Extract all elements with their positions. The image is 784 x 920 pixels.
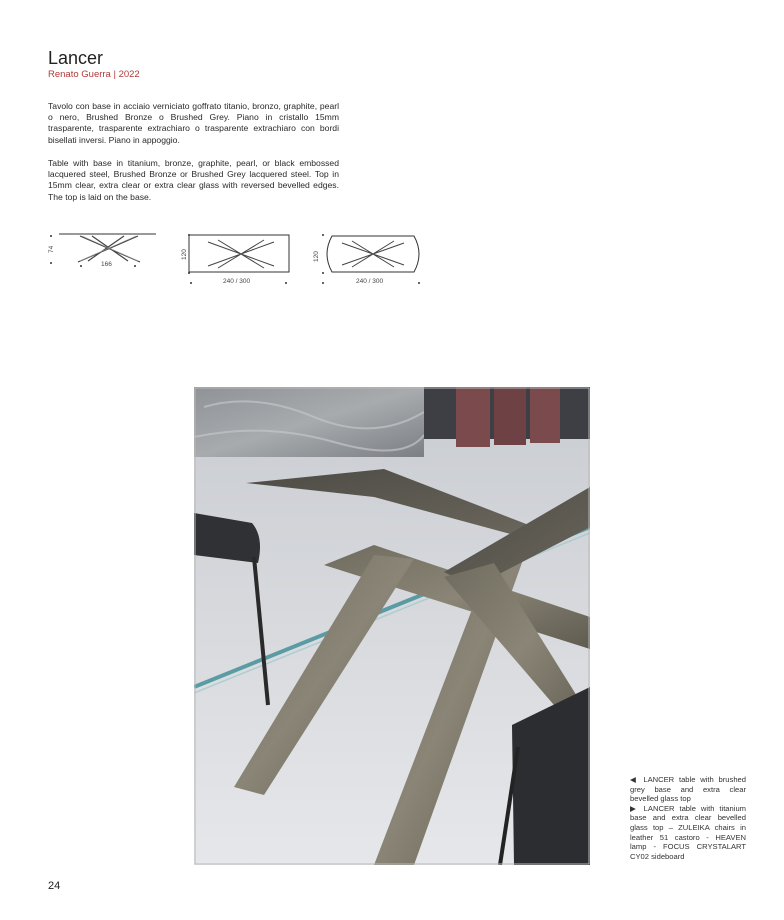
dimension-marker (188, 234, 190, 236)
dimension-marker (50, 262, 52, 264)
caption-line-1: ◀ LANCER table with brushed grey base and extra clear bevelled glass top (630, 775, 746, 804)
designer-credit: Renato Guerra | 2022 (48, 69, 140, 80)
caption-line-2: ▶ LANCER table with titanium base and extra clear bevelled glass top – ZULEIKA chairs in leather 51 castoro - HEAVEN lamp - FOCUS CRYSTALART CY02 sideboard (630, 803, 746, 861)
dimension-marker (188, 272, 190, 274)
dimension-marker (50, 235, 52, 237)
dimension-marker (322, 234, 324, 236)
rect-depth-label: 120 (181, 249, 188, 260)
dimension-marker (134, 265, 136, 267)
rect-length-label: 240 / 300 (223, 278, 251, 285)
dimension-marker (80, 265, 82, 267)
product-photo (194, 387, 590, 865)
description-italian: Tavolo con base in acciaio verniciato goffrato titanio, bronzo, graphite, pearl o nero, Brushed Bronze o Brushed Grey. Piano in cristallo 15mm trasparente, trasparente extrachiaro o trasparente extrachiaro con bordi bisellati inversi. Piano in appoggio. (48, 101, 339, 145)
oval-length-label: 240 / 300 (356, 278, 384, 285)
description-english: Table with base in titanium, bronze, graphite, pearl, or black embossed lacquered steel, Brushed Bronze or Brushed Grey lacquered steel. Top in 15mm clear, extra clear or extra clear glass with reversed bevelled edges. The top is laid on the base. (48, 158, 339, 202)
dimension-marker (322, 272, 324, 274)
product-title: Lancer (48, 48, 104, 68)
side-width-label: 166 (101, 261, 112, 268)
dimension-marker (322, 282, 324, 284)
dimension-marker (190, 282, 192, 284)
dimension-marker (418, 282, 420, 284)
oval-top-illustration (320, 230, 426, 274)
photo-caption (630, 775, 746, 861)
page-number: 24 (48, 880, 61, 892)
rect-top-illustration (188, 230, 294, 274)
oval-depth-label: 120 (313, 251, 320, 262)
side-height-label: 74 (48, 245, 55, 253)
dimension-marker (285, 282, 287, 284)
